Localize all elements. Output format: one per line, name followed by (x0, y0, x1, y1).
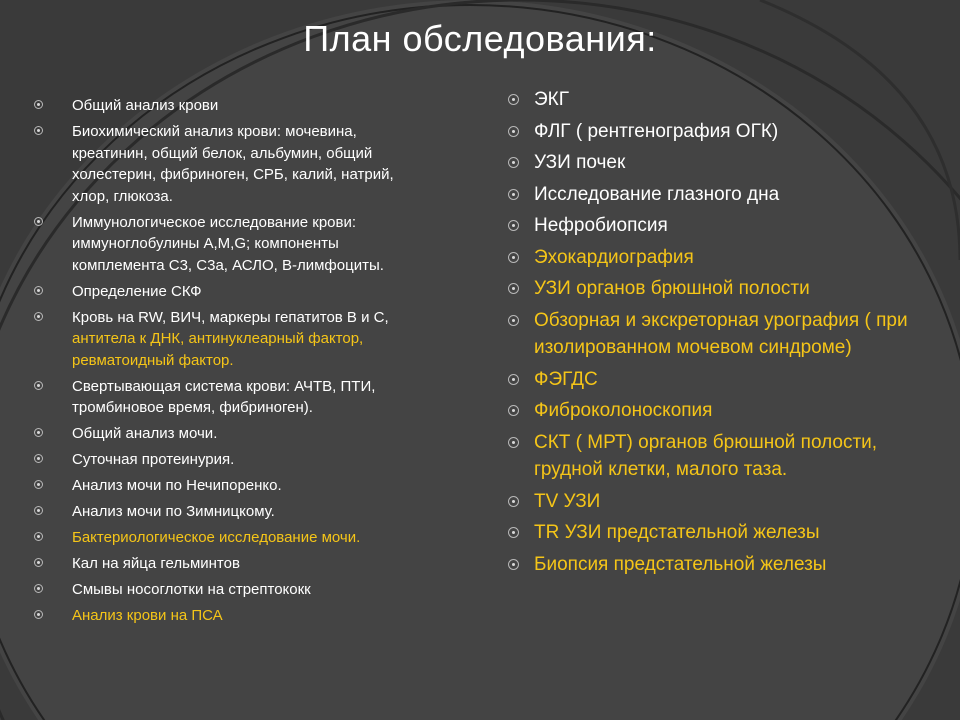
list-item: TR УЗИ предстательной железы (508, 519, 938, 547)
list-item: УЗИ почек (508, 149, 938, 177)
list-item: Биопсия предстательной железы (508, 551, 938, 579)
list-item: Общий анализ крови (34, 95, 434, 117)
bullet-icon (34, 558, 43, 567)
list-item: Обзорная и экскреторная урография ( при изолированном мочевом синдроме) (508, 307, 938, 362)
list-item: Эхокардиография (508, 244, 938, 272)
list-item: Анализ мочи по Зимницкому. (34, 501, 434, 523)
bullet-icon (34, 506, 43, 515)
list-item: Смывы носоглотки на стрептококк (34, 579, 434, 601)
bullet-icon (34, 480, 43, 489)
list-item: Исследование глазного дна (508, 181, 938, 209)
list-item: Анализ мочи по Нечипоренко. (34, 475, 434, 497)
bullet-icon (508, 527, 519, 538)
bullet-icon (508, 496, 519, 507)
list-item: Нефробиопсия (508, 212, 938, 240)
bullet-icon (508, 283, 519, 294)
bullet-icon (508, 437, 519, 448)
list-item: Иммунологическое исследование крови: иммуноглобулины A,M,G; компоненты комплемента С3, С3а, АСЛО, В-лимфоциты. (34, 212, 434, 277)
list-item: Свертывающая система крови: АЧТВ, ПТИ, тромбиновое время, фибриноген). (34, 376, 434, 419)
bullet-icon (34, 126, 43, 135)
bullet-icon (34, 217, 43, 226)
bullet-icon (34, 286, 43, 295)
list-item: Бактериологическое исследование мочи. (34, 527, 434, 549)
list-item: Анализ крови на ПСА (34, 605, 434, 627)
bullet-icon (34, 584, 43, 593)
page-title: План обследования: (303, 18, 657, 59)
bullet-icon (508, 559, 519, 570)
bullet-icon (34, 532, 43, 541)
bullet-icon (508, 405, 519, 416)
bullet-icon (508, 252, 519, 263)
bullet-icon (34, 428, 43, 437)
list-item: Биохимический анализ крови: мочевина, креатинин, общий белок, альбумин, общий холестерин, фибриноген, СРБ, калий, натрий, хлор, глюкоза. (34, 121, 434, 207)
list-item: Общий анализ мочи. (34, 423, 434, 445)
bullet-icon (508, 126, 519, 137)
list-item: ФЛГ ( рентгенография ОГК) (508, 118, 938, 146)
bullet-icon (34, 100, 43, 109)
bullet-icon (34, 454, 43, 463)
bullet-icon (508, 189, 519, 200)
list-item: ЭКГ (508, 86, 938, 114)
list-item: УЗИ органов брюшной полости (508, 275, 938, 303)
list-item: СКТ ( МРТ) органов брюшной полости, грудной клетки, малого таза. (508, 429, 938, 484)
bullet-icon (34, 610, 43, 619)
bullet-icon (508, 220, 519, 231)
bullet-icon (508, 94, 519, 105)
bullet-icon (508, 374, 519, 385)
list-item: Кровь на RW, ВИЧ, маркеры гепатитов В и С, антитела к ДНК, антинуклеарный фактор, ревматоидный фактор. (34, 307, 434, 372)
list-item: Фиброколоноскопия (508, 397, 938, 425)
list-item: Суточная протеинурия. (34, 449, 434, 471)
bullet-icon (34, 381, 43, 390)
list-item: Кал на яйца гельминтов (34, 553, 434, 575)
list-item: Определение СКФ (34, 281, 434, 303)
list-item: ФЭГДС (508, 366, 938, 394)
left-list (34, 95, 434, 631)
list-item: TV УЗИ (508, 488, 938, 516)
bullet-icon (508, 315, 519, 326)
right-list (508, 86, 938, 582)
bullet-icon (508, 157, 519, 168)
bullet-icon (34, 312, 43, 321)
